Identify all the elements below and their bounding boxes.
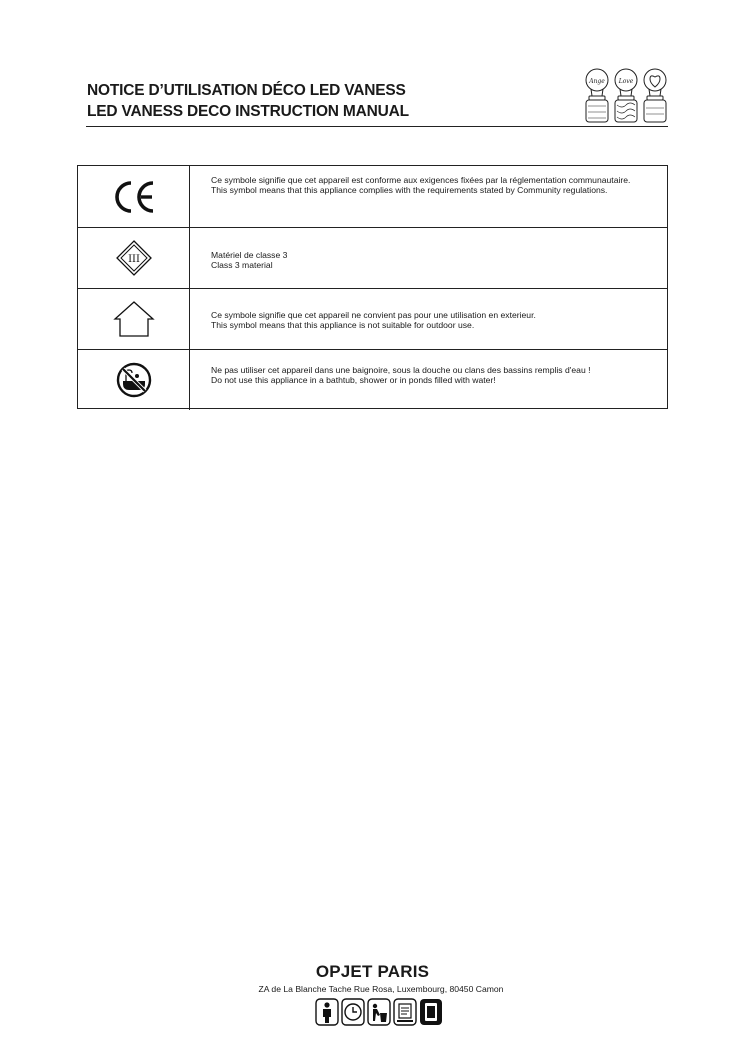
indoor-use-house-icon [112,300,156,338]
timer-icon [342,999,364,1025]
recycle-bin-person-icon [368,999,390,1025]
class-3-label: III [127,254,140,265]
description-english: Class 3 material [211,260,273,271]
bulb-word-love: Love [618,78,634,85]
description-english: Do not use this appliance in a bathtub, shower or in ponds filled with water! [211,375,496,386]
ce-mark-icon [112,179,156,215]
symbol-row-class-3 [78,227,667,288]
no-bathtub-icon [115,361,153,399]
description-english: This symbol means that this appliance is not suitable for outdoor use. [211,320,475,331]
title-french: NOTICE D’UTILISATION DÉCO LED VANESS [87,82,406,99]
symbols-table [77,165,668,409]
description-french: Ce symbole signifie que cet appareil ne convient pas pour une utilisation en exterieur. [211,310,536,320]
bulb-word-ange: Ange [589,78,605,85]
symbol-row-ce [78,166,667,227]
description-french: Ce symbole signifie que cet appareil est conforme aux exigences fixées par la réglementation communautaire. [211,175,631,185]
company-address: ZA de La Blanche Tache Rue Rosa, Luxembourg, 80450 Camon [258,984,504,994]
document-title [87,80,557,122]
person-icon [316,999,338,1025]
symbol-row-no-bathtub [78,349,667,410]
title-english: LED VANESS DECO INSTRUCTION MANUAL [87,103,409,120]
brand-name: OPJET PARIS [315,962,430,981]
symbol-description [211,175,641,196]
led-bulbs-illustration-icon [583,66,669,126]
description-french: Matériel de classe 3 [211,250,288,260]
packaging-icon [420,999,442,1025]
symbol-description [211,310,641,331]
footer-pictograms [315,998,443,1026]
symbol-row-indoor [78,288,667,349]
manual-icon [394,999,416,1025]
class-3-icon [115,239,153,277]
description-english: This symbol means that this appliance complies with the requirements stated by Community regulations. [211,185,608,196]
header-divider [86,126,668,127]
symbol-description [211,365,641,386]
description-french: Ne pas utiliser cet appareil dans une baignoire, sous la douche ou clans des bassins remplis d'eau ! [211,365,591,375]
symbol-description [211,250,641,271]
